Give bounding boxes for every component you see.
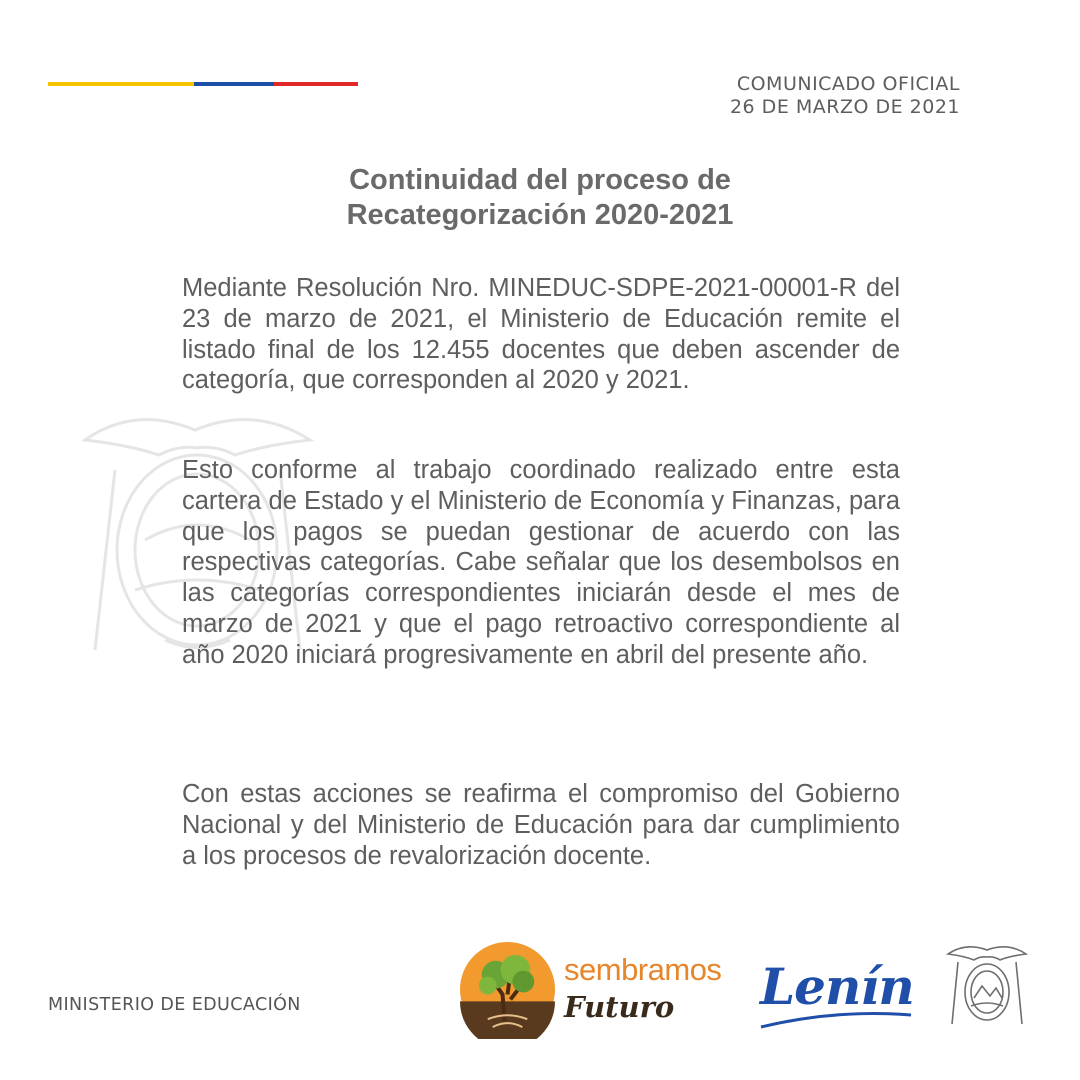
flag-stripe-blue (194, 82, 274, 86)
futuro-word: Futuro (564, 990, 675, 1024)
header-block (730, 73, 960, 119)
flag-stripe (48, 82, 358, 86)
sembramos-tree-icon (458, 940, 557, 1039)
sembramos-futuro-logo (458, 940, 748, 1040)
ministry-name: MINISTERIO DE EDUCACIÓN (48, 995, 301, 1015)
sembramos-word: sembramos (564, 952, 722, 987)
title-line-2: Recategorización 2020-2021 (346, 199, 734, 231)
paragraph-1: Mediante Resolución Nro. MINEDUC-SDPE-2021-00001-R del 23 de marzo de 2021, el Ministerio de Educación remite el listado final de los 12.455 docentes que deben ascender de categoría, que corresponden al 2020 y 2021. (182, 274, 900, 395)
coat-of-arms-icon (944, 940, 1030, 1028)
paragraph-2: Esto conforme al trabajo coordinado realizado entre esta cartera de Estado y el Ministerio de Economía y Finanzas, para que los pagos se puedan gestionar de acuerdo con las respectivas categorías. Cabe señalar que los desembolsos en las categorías correspondientes iniciarán desde el mes de marzo de 2021 y que el pago retroactivo correspondiente al año 2020 iniciará progresivamente en abril del presente año. (182, 456, 900, 669)
header-date: 26 DE MARZO DE 2021 (729, 96, 960, 118)
header-label: COMUNICADO OFICIAL (736, 73, 960, 95)
lenin-swoosh-icon (756, 1007, 916, 1031)
document-title (0, 163, 1080, 233)
flag-stripe-yellow (48, 82, 194, 86)
title-line-1: Continuidad del proceso de (349, 164, 731, 196)
flag-stripe-red (274, 82, 358, 86)
paragraph-3: Con estas acciones se reafirma el compromiso del Gobierno Nacional y del Ministerio de Educación para dar cumplimiento a los procesos de revalorización docente. (182, 780, 900, 870)
lenin-word: Lenín (760, 957, 914, 1016)
lenin-signature-logo (756, 955, 916, 1035)
